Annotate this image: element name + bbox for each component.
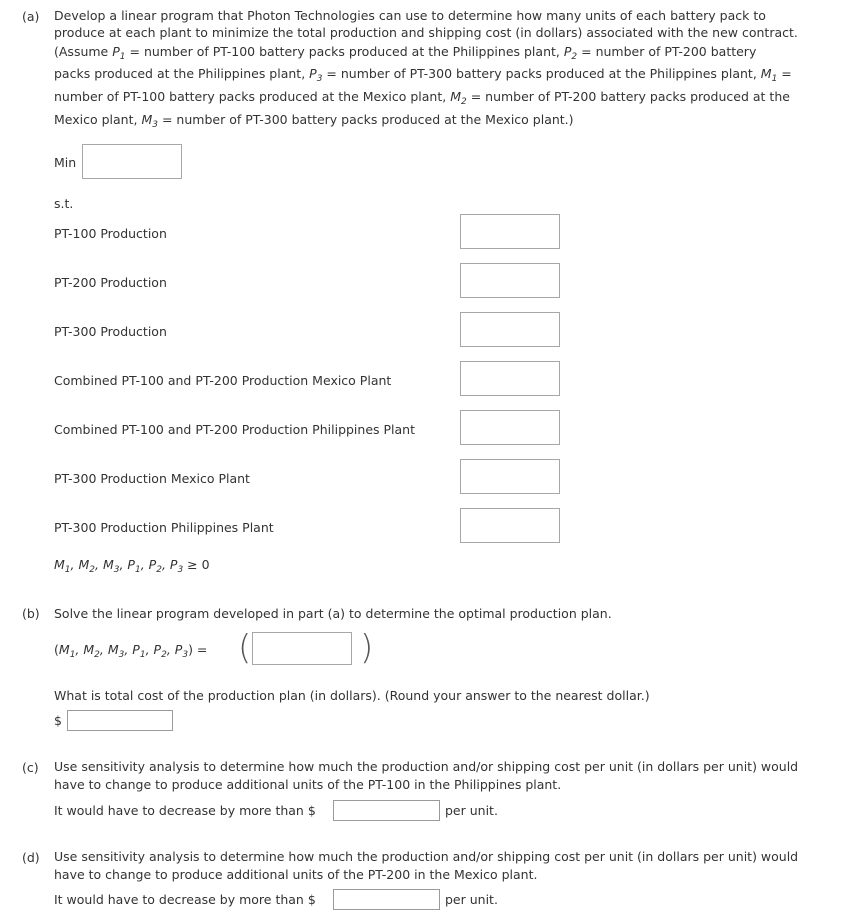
constraint-label-combined-mexico: Combined PT-100 and PT-200 Production Mexico Plant bbox=[54, 373, 392, 388]
part-b-letter: (b) bbox=[22, 606, 40, 621]
objective-input[interactable] bbox=[82, 144, 182, 179]
constraint-input-pt300-mexico[interactable] bbox=[460, 459, 560, 494]
part-c-question: Use sensitivity analysis to determine how much the production and/or shipping cost per unit (in dollars per unit) would have to change to produce additional units of the PT-100 in the Philippines plant. bbox=[54, 759, 799, 792]
part-b-question: Solve the linear program developed in part (a) to determine the optimal production plan. bbox=[54, 606, 612, 621]
var-p2: $P_2$ bbox=[563, 44, 578, 62]
nonnegativity-constraint: $M_1$, $M_2$, $M_3$, $P_1$, $P_2$, $P_3 \ge 0$ bbox=[54, 557, 210, 575]
pt100-philippines-cost-input[interactable] bbox=[333, 800, 440, 821]
constraint-label-pt300-philippines: PT-300 Production Philippines Plant bbox=[54, 520, 274, 535]
part-c-answer-suffix: per unit. bbox=[445, 803, 498, 818]
var-m3: $M_3$ bbox=[141, 112, 158, 130]
constraint-label-pt300: PT-300 Production bbox=[54, 324, 167, 339]
solution-input[interactable] bbox=[252, 632, 352, 665]
constraint-input-pt300-philippines[interactable] bbox=[460, 508, 560, 543]
currency-symbol: $ bbox=[54, 713, 62, 728]
part-c-answer-prefix: It would have to decrease by more than $ bbox=[54, 803, 316, 818]
constraint-input-combined-philippines[interactable] bbox=[460, 410, 560, 445]
constraint-label-pt300-mexico: PT-300 Production Mexico Plant bbox=[54, 471, 250, 486]
var-m1: $M_1$ bbox=[760, 66, 778, 84]
constraint-input-pt300[interactable] bbox=[460, 312, 560, 347]
intro-line-6: Mexico plant, $M_3$ = number of PT-300 battery packs produced at the Mexico plant.) bbox=[54, 112, 574, 130]
part-d-answer-prefix: It would have to decrease by more than $ bbox=[54, 892, 316, 907]
var-m2: $M_2$ bbox=[450, 89, 467, 107]
intro-line-3: (Assume $P_1$ = number of PT-100 battery packs produced at the Philippines plant, $P_2$ = number of PT-200 battery bbox=[54, 44, 757, 62]
right-paren: ) bbox=[360, 628, 374, 668]
constraint-label-pt100: PT-100 Production bbox=[54, 226, 167, 241]
part-c-letter: (c) bbox=[22, 760, 39, 775]
constraint-input-combined-mexico[interactable] bbox=[460, 361, 560, 396]
constraint-input-pt200[interactable] bbox=[460, 263, 560, 298]
st-label: s.t. bbox=[54, 196, 74, 211]
total-cost-input[interactable] bbox=[67, 710, 173, 731]
part-a-letter: (a) bbox=[22, 9, 40, 24]
part-a-intro bbox=[54, 7, 839, 131]
var-p1: $P_1$ bbox=[112, 44, 126, 62]
constraint-input-pt100[interactable] bbox=[460, 214, 560, 249]
intro-line-5: number of PT-100 battery packs produced at the Mexico plant, $M_2$ = number of PT-200 battery packs produced at the bbox=[54, 89, 790, 107]
constraint-label-pt200: PT-200 Production bbox=[54, 275, 167, 290]
total-cost-question: What is total cost of the production plan (in dollars). (Round your answer to the nearest dollar.) bbox=[54, 688, 650, 703]
intro-line-4: packs produced at the Philippines plant, $P_3$ = number of PT-300 battery packs produced at the Philippines plant, $M_1$ = bbox=[54, 66, 792, 84]
pt200-mexico-cost-input[interactable] bbox=[333, 889, 440, 910]
solution-vector-label: ($M_1$, $M_2$, $M_3$, $P_1$, $P_2$, $P_3$) = bbox=[54, 642, 208, 660]
part-d-letter: (d) bbox=[22, 850, 40, 865]
min-label: Min bbox=[54, 155, 77, 170]
intro-line-1: Develop a linear program that Photon Technologies can use to determine how many units of each battery pack to bbox=[54, 8, 766, 23]
part-d-answer-suffix: per unit. bbox=[445, 892, 498, 907]
part-d-question: Use sensitivity analysis to determine how much the production and/or shipping cost per unit (in dollars per unit) would have to change to produce additional units of the PT-200 in the Mexico plant. bbox=[54, 849, 799, 882]
var-p3: $P_3$ bbox=[309, 66, 323, 84]
intro-line-2: produce at each plant to minimize the total production and shipping cost (in dollars) associated with the new contract. bbox=[54, 25, 798, 40]
left-paren: ( bbox=[238, 628, 252, 668]
constraint-label-combined-philippines: Combined PT-100 and PT-200 Production Philippines Plant bbox=[54, 422, 415, 437]
